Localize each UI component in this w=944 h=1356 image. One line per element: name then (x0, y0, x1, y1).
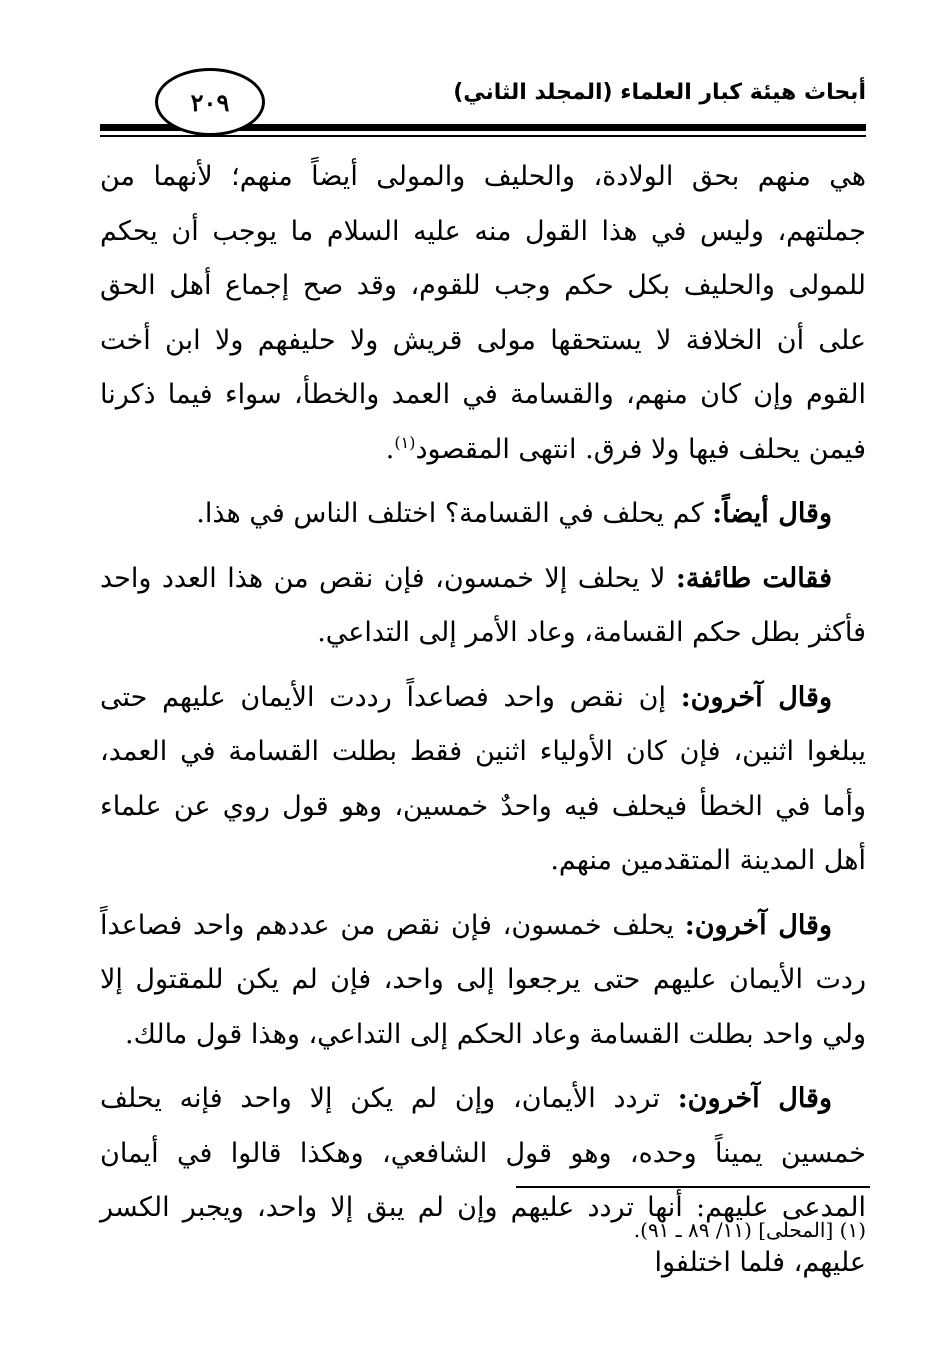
footnote-text: [المحلى] (١١/ ٨٩ ـ ٩١). (633, 1218, 834, 1242)
paragraph-2 (100, 487, 866, 542)
paragraph-text: إن نقص واحد فصاعداً رددت الأيمان عليهم حتى يبلغوا اثنين، فإن كان الأولياء اثنين فقط بطلت القسامة في العمد، وأما في الخطأ فيحلف فيه واحدٌ خمسين، وهو قول روي عن علماء أهل المدينة المتقدمين منهم. (100, 681, 866, 876)
paragraph-lead: وقال آخرون: (684, 909, 832, 941)
page-number: ٢٠٩ (190, 87, 230, 117)
paragraph-lead: وقال أيضاً: (712, 498, 832, 529)
footnote (100, 1218, 866, 1242)
paragraph-text: لا يحلف إلا خمسون، فإن نقص من هذا العدد واحد فأكثر بطل حكم القسامة، وعاد الأمر إلى التداعي. (100, 562, 866, 648)
paragraph-lead: وقال آخرون: (677, 1083, 832, 1114)
paragraph-text: يحلف خمسون، فإن نقص من عددهم واحد فصاعداً ردت الأيمان عليهم حتى يرجعوا إلى واحد، فإن لم يكن للمقتول إلا ولي واحد بطلت القسامة وعاد الحكم إلى التداعي، وهذا قول مالك. (100, 909, 866, 1050)
paragraph-3 (100, 552, 866, 661)
footnote-separator (516, 1186, 870, 1188)
body-text (100, 150, 866, 1300)
paragraph-4 (100, 671, 866, 889)
paragraph-1 (100, 150, 866, 477)
running-title: أبحاث هيئة كبار العلماء (المجلد الثاني) (453, 80, 866, 105)
page-header (0, 0, 944, 150)
footnote-ref: (١) (394, 432, 416, 452)
paragraph-tail: . (385, 433, 395, 465)
paragraph-text: كم يحلف في القسامة؟ اختلف الناس في هذا. (196, 498, 713, 529)
paragraph-text: هي منهم بحق الولادة، والحليف والمولى أيضاً منهم؛ لأنهما من جملتهم، وليس في هذا القول منه عليه السلام ما يوجب أن يحكم للمولى والحليف بكل حكم وجب للقوم، وقد صح إجماع أهل الحق على أن الخلافة لا يستحقها مولى قريش ولا حليفهم ولا ابن أخت القوم وإن كان منهم، والقسامة في العمد والخطأ، سواء فيما ذكرنا فيمن يحلف فيها ولا فرق. انتهى المقصود (100, 161, 866, 465)
page-number-oval (155, 68, 265, 136)
paragraph-lead: فقالت طائفة: (675, 562, 832, 594)
paragraph-6 (100, 1072, 866, 1290)
paragraph-5 (100, 899, 866, 1063)
paragraph-text: تردد الأيمان، وإن لم يكن إلا واحد فإنه يحلف خمسين يميناً وحده، وهو قول الشافعي، وهكذا قالوا في أيمان المدعى عليهم: أنها تردد عليهم وإن لم يبق إلا واحد، ويجبر الكسر عليهم، فلما اختلفوا (100, 1083, 866, 1278)
paragraph-lead: وقال آخرون: (680, 681, 832, 713)
footnote-number: (١) (839, 1218, 866, 1242)
